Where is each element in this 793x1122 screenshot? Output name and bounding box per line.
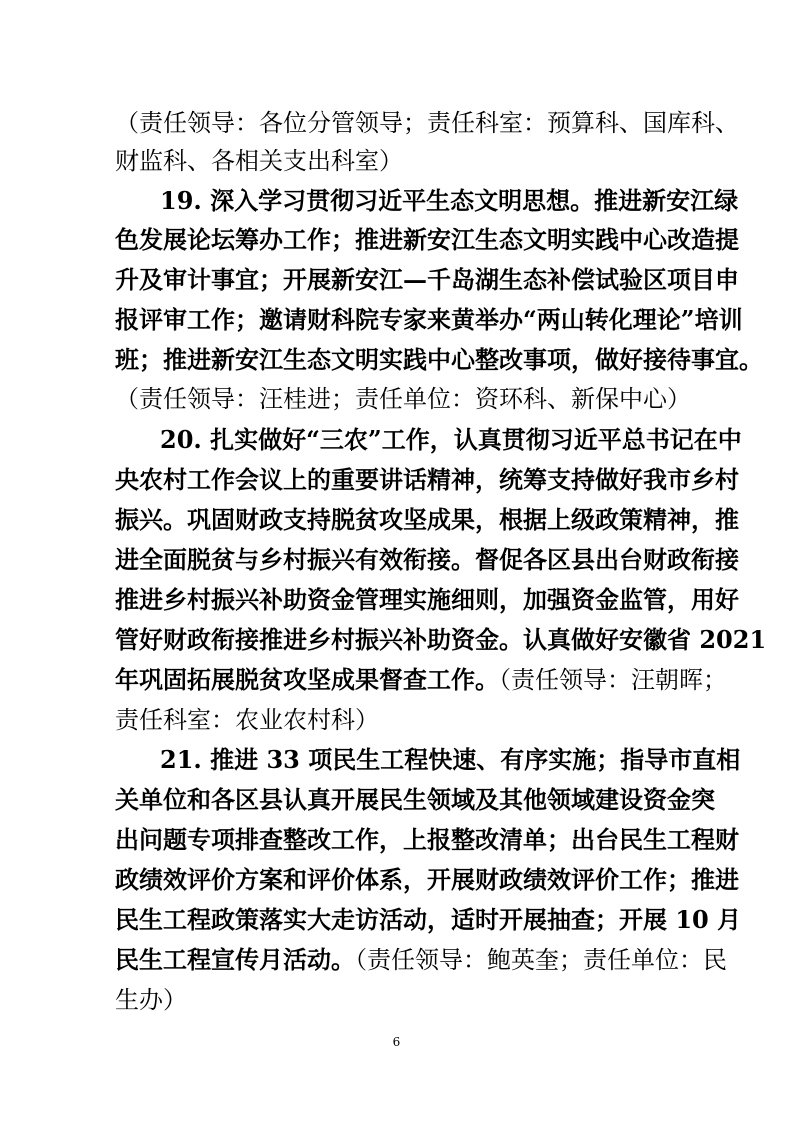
text-line: 民生工程政策落实大走访活动，适时开展抽查；开展 10 月	[115, 905, 742, 934]
text-line: 报评审工作；邀请财科院专家来黄举办“两山转化理论”培训	[115, 305, 743, 334]
item-19-heading: 19. 深入学习贯彻习近平生态文明思想。推进新安江绿	[160, 186, 739, 215]
text-line: 关单位和各区县认真开展民生领域及其他领域建设资金突	[115, 785, 715, 814]
text-line: 振兴。巩固财政支持脱贫攻坚成果，根据上级政策精神，推	[115, 505, 739, 534]
text-line: 年巩固拓展脱贫攻坚成果督查工作。（责任领导：汪朝晖；	[115, 665, 727, 694]
text-line: 民生工程宣传月活动。（责任领导：鲍英奎；责任单位：民	[115, 945, 727, 974]
text-line: 财监科、各相关支出科室）	[115, 147, 403, 175]
text-line: 色发展论坛筹办工作；推进新安江生态文明实践中心改造提	[115, 225, 739, 254]
text-line: 政绩效评价方案和评价体系，开展财政绩效评价工作；推进	[115, 865, 739, 894]
text-line: 推进乡村振兴补助资金管理实施细则，加强资金监管，用好	[115, 585, 739, 614]
item-21-heading: 21. 推进 33 项民生工程快速、有序实施；指导市直相	[160, 745, 741, 774]
text-line: 升及审计事宜；开展新安江—千岛湖生态补偿试验区项目申	[115, 265, 739, 294]
text-line: （责任领导：汪桂进；责任单位：资环科、新保中心）	[115, 385, 691, 413]
text-line: 出问题专项排查整改工作，上报整改清单；出台民生工程财	[115, 825, 739, 854]
text-line: 进全面脱贫与乡村振兴有效衔接。督促各区县出台财政衔接	[115, 545, 739, 574]
text-line: （责任领导：各位分管领导；责任科室：预算科、国库科、	[115, 109, 739, 137]
text-line: 生办）	[115, 986, 187, 1014]
text-line: 班；推进新安江生态文明实践中心整改事项，做好接待事宜。	[115, 345, 763, 374]
text-line: 管好财政衔接推进乡村振兴补助资金。认真做好安徽省 2021	[115, 625, 767, 654]
item-20-heading: 20. 扎实做好“三农”工作，认真贯彻习近平总书记在中	[160, 425, 742, 454]
page-number: 6	[392, 1035, 401, 1049]
text-line: 央农村工作会议上的重要讲话精神，统筹支持做好我市乡村	[115, 465, 739, 494]
text-line: 责任科室：农业农村科）	[115, 706, 379, 734]
